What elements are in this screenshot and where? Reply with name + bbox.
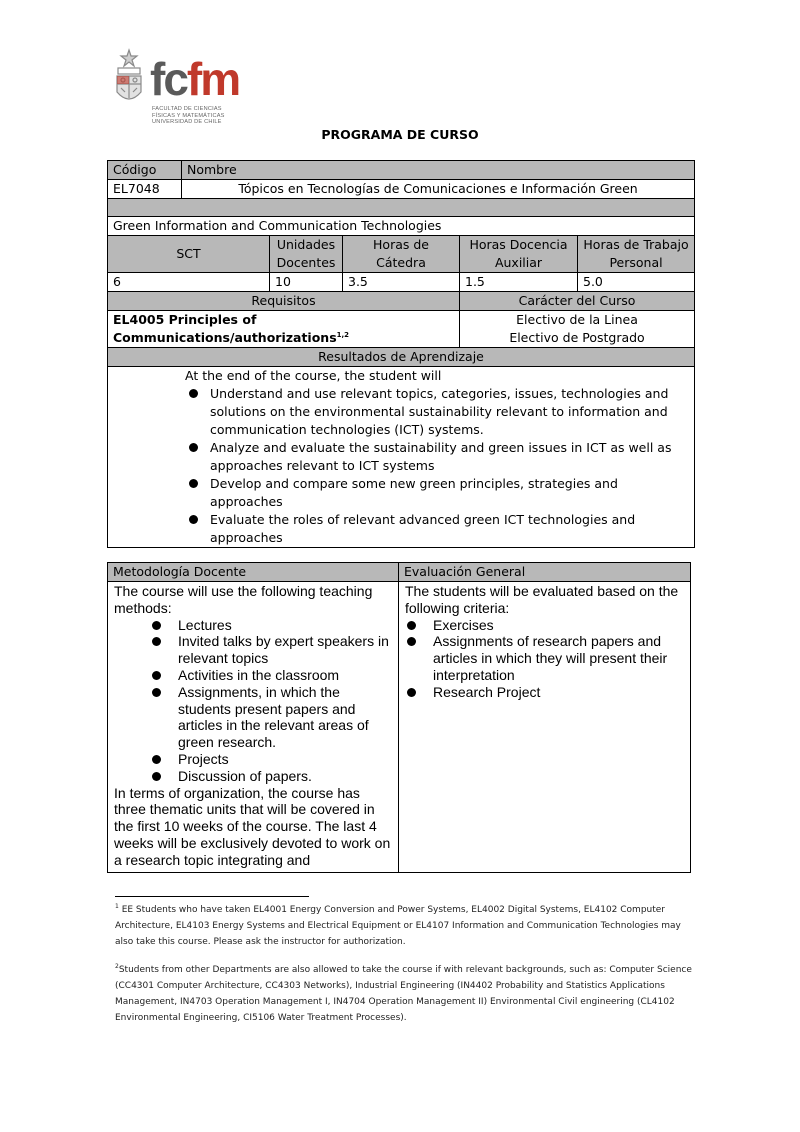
- course-name: Tópicos en Tecnologías de Comunicaciones e Información Green: [182, 180, 695, 199]
- methodology-body-row: [108, 582, 691, 873]
- bullet-icon: [189, 443, 198, 452]
- footnote-marks: 1,2: [336, 330, 350, 339]
- logo-wordmark: fcfm: [150, 53, 240, 105]
- character-header: Carácter del Curso: [460, 292, 695, 311]
- methodology-header: Metodología Docente: [108, 563, 399, 582]
- name-header: Nombre: [182, 161, 695, 180]
- methodology-evaluation-table: [107, 562, 691, 873]
- footnote-2: $^2$Students from other Departments are also allowed to take the course if with relevant backgrounds, such as: Computer Science (CC4301 Computer Architecture, CC4303 Networks), Industrial Engineering (IN4402 Probability and Statistics Applications Management, IN4703 Operation Management I, IN4704 Operation Management II) Environmental Civil engineering (CL4102 Environmental Engineering, CI5106 Water Treatment Processes).: [115, 963, 692, 1023]
- horas-personal-header: Horas de Trabajo Personal: [578, 236, 695, 273]
- list-item: Understand and use relevant topics, categories, issues, technologies and solutions on the environmental sustainability relevant to information and communication technologies (ICT) systems.: [113, 385, 689, 439]
- unidades-docentes-value: 10: [270, 273, 343, 292]
- list-item: Lectures: [114, 617, 392, 634]
- bullet-icon: [152, 755, 161, 764]
- bullet-icon: [152, 688, 161, 697]
- bullet-icon: [189, 515, 198, 524]
- page-title: PROGRAMA DE CURSO: [321, 127, 479, 142]
- character-values: Electivo de la Linea Electivo de Postgrado: [460, 311, 695, 348]
- hours-values-row: [108, 273, 695, 292]
- sct-value: 6: [108, 273, 270, 292]
- course-english-name: Green Information and Communication Technologies: [108, 217, 695, 236]
- learning-header-row: [108, 348, 695, 367]
- learning-header: Resultados de Aprendizaje: [108, 348, 695, 367]
- learning-row: [108, 367, 695, 548]
- horas-personal-value: 5.0: [578, 273, 695, 292]
- sct-header: SCT: [108, 236, 270, 273]
- bullet-icon: [152, 621, 161, 630]
- requirements-row: [108, 311, 695, 348]
- footnote-1: $^1$ EE Students who have taken EL4001 Energy Conversion and Power Systems, EL4002 Digital Systems, EL4102 Computer Architecture, EL4103 Energy Systems and Electrical Equipment or EL4107 Information and Communication Technologies may also take this course. Please ask the instructor for authorization.: [115, 903, 681, 947]
- horas-catedra-value: 3.5: [343, 273, 460, 292]
- fcfm-logo: [112, 46, 242, 130]
- list-item: Activities in the classroom: [114, 667, 392, 684]
- learning-outcomes: [108, 367, 695, 548]
- requirements-header-row: [108, 292, 695, 311]
- horas-catedra-header: Horas de Cátedra: [343, 236, 460, 273]
- university-emblem-icon: [112, 48, 146, 108]
- methodology-body: The course will use the following teaching methods: Lectures Invited talks by expert speakers in relevant topics Activities in the classroom Assignments, in which the students present papers and articles in the relevant areas of green research. Projects Discussion of papers. In terms of organization, the course has three thematic units that will be covered in the first 10 weeks of the course. The last 4 weeks will be exclusively devoted to work on a research topic integrating and: [108, 582, 399, 873]
- logo-subtitle: FACULTAD DE CIENCIAS FÍSICAS Y MATEMÁTICAS UNIVERSIDAD DE CHILE: [152, 106, 225, 126]
- horas-auxiliar-value: 1.5: [460, 273, 578, 292]
- list-item: Invited talks by expert speakers in relevant topics: [114, 633, 392, 667]
- list-item: Analyze and evaluate the sustainability and green issues in ICT as well as approaches relevant to ICT systems: [113, 439, 689, 475]
- bullet-icon: [407, 688, 416, 697]
- requirements-value: EL4005 Principles of Communications/authorizations$^{1,2}$: [108, 311, 460, 348]
- methodology-header-row: [108, 563, 691, 582]
- evaluation-body: The students will be evaluated based on the following criteria: Exercises Assignments of research papers and articles in which they will present their interpretation Research Project: [399, 582, 691, 873]
- list-item: Exercises: [405, 617, 684, 634]
- horas-auxiliar-header: Horas Docencia Auxiliar: [460, 236, 578, 273]
- methodology-outro: In terms of organization, the course has three thematic units that will be covered in the first 10 weeks of the course. The last 4 weeks will be exclusively devoted to work on a research topic integrating and: [114, 784, 391, 868]
- code-name-row: [108, 180, 695, 199]
- requirements-header: Requisitos: [108, 292, 460, 311]
- footnote-divider: [115, 896, 309, 897]
- learning-intro: At the end of the course, the student will: [185, 368, 442, 383]
- bullet-icon: [152, 637, 161, 646]
- list-item: Evaluate the roles of relevant advanced green ICT technologies and approaches: [113, 511, 689, 547]
- list-item: Assignments of research papers and articles in which they will present their interpretation: [405, 633, 684, 683]
- spacer-row: [108, 199, 695, 217]
- bullet-icon: [407, 621, 416, 630]
- bullet-icon: [407, 637, 416, 646]
- bullet-icon: [152, 671, 161, 680]
- evaluation-header: Evaluación General: [399, 563, 691, 582]
- unidades-docentes-header: Unidades Docentes: [270, 236, 343, 273]
- course-info-table: [107, 160, 695, 548]
- english-name-row: [108, 217, 695, 236]
- course-code: EL7048: [108, 180, 182, 199]
- list-item: Discussion of papers.: [114, 768, 392, 785]
- list-item: Projects: [114, 751, 392, 768]
- list-item: Assignments, in which the students present papers and articles in the relevant areas of green research.: [114, 684, 392, 751]
- hours-header-row: [108, 236, 695, 273]
- bullet-icon: [189, 479, 198, 488]
- code-header: Código: [108, 161, 182, 180]
- bullet-icon: [152, 772, 161, 781]
- bullet-icon: [189, 389, 198, 398]
- code-name-header-row: [108, 161, 695, 180]
- list-item: Research Project: [405, 684, 684, 701]
- list-item: Develop and compare some new green principles, strategies and approaches: [113, 475, 689, 511]
